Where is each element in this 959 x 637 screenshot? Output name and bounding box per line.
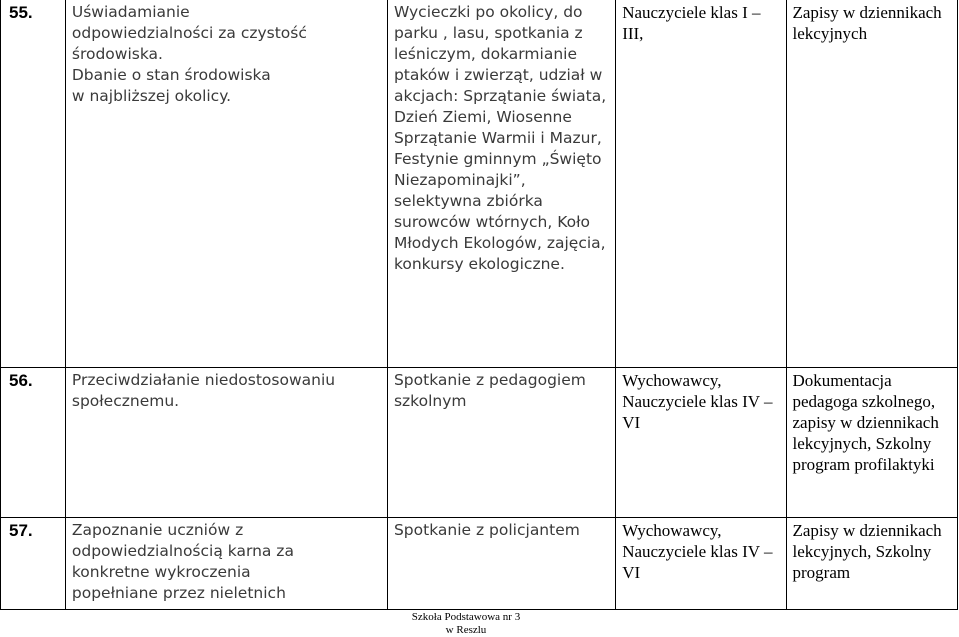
responsible-cell: Wychowawcy, Nauczyciele klas IV – VI (616, 518, 786, 610)
topic-line: Dbanie o stan środowiska (71, 66, 271, 84)
responsible-cell: Wychowawcy, Nauczyciele klas IV – VI (616, 368, 786, 518)
documentation-cell: Dokumentacja pedagoga szkolnego, zapisy w dziennikach lekcyjnych, Szkolny program profilaktyki (786, 368, 958, 518)
forms-cell: Spotkanie z policjantem (387, 518, 615, 610)
table-row (1, 518, 958, 610)
responsible-cell: Nauczyciele klas I – III, (616, 0, 786, 368)
topic-line: społecznemu. (71, 392, 180, 410)
topic-line: Przeciwdziałanie niedostosowaniu (71, 371, 336, 389)
page-footer (332, 611, 600, 637)
topic-line: popełniane przez nieletnich (71, 584, 286, 602)
table-row (1, 0, 958, 368)
footer-town: w Reszlu (445, 624, 487, 636)
documentation-cell: Zapisy w dziennikach lekcyjnych (786, 0, 958, 368)
row-number: 57. (1, 518, 66, 610)
topic-line: Uświadamianie (71, 3, 190, 21)
topic-line: środowiska. (71, 45, 163, 63)
topic-line: konkretne wykroczenia (71, 563, 251, 581)
topic-line: odpowiedzialności za czystość (71, 24, 307, 42)
footer-school-name: Szkoła Podstawowa nr 3 (411, 611, 521, 623)
topic-cell (65, 518, 387, 610)
row-number: 56. (1, 368, 66, 518)
topic-line: w najbliższej okolicy. (71, 87, 232, 105)
forms-cell: Wycieczki po okolicy, do parku , lasu, spotkania z leśniczym, dokarmianie ptaków i zwierząt, udział w akcjach: Sprzątanie świata, Dzień Ziemi, Wiosenne Sprzątanie Warmii i Mazur, Festynie gminnym „Święto Niezapominajki”, selektywna zbiórka surowców wtórnych, Koło Młodych Ekologów, zajęcia, konkursy ekologiczne. (387, 0, 615, 368)
topic-cell (65, 0, 387, 368)
documentation-cell: Zapisy w dziennikach lekcyjnych, Szkolny program (786, 518, 958, 610)
row-number: 55. (1, 0, 66, 368)
topic-line: Zapoznanie uczniów z (71, 521, 244, 539)
topic-cell (65, 368, 387, 518)
topic-line: odpowiedzialnością karna za (71, 542, 294, 560)
forms-cell: Spotkanie z pedagogiem szkolnym (387, 368, 615, 518)
table-row (1, 368, 958, 518)
